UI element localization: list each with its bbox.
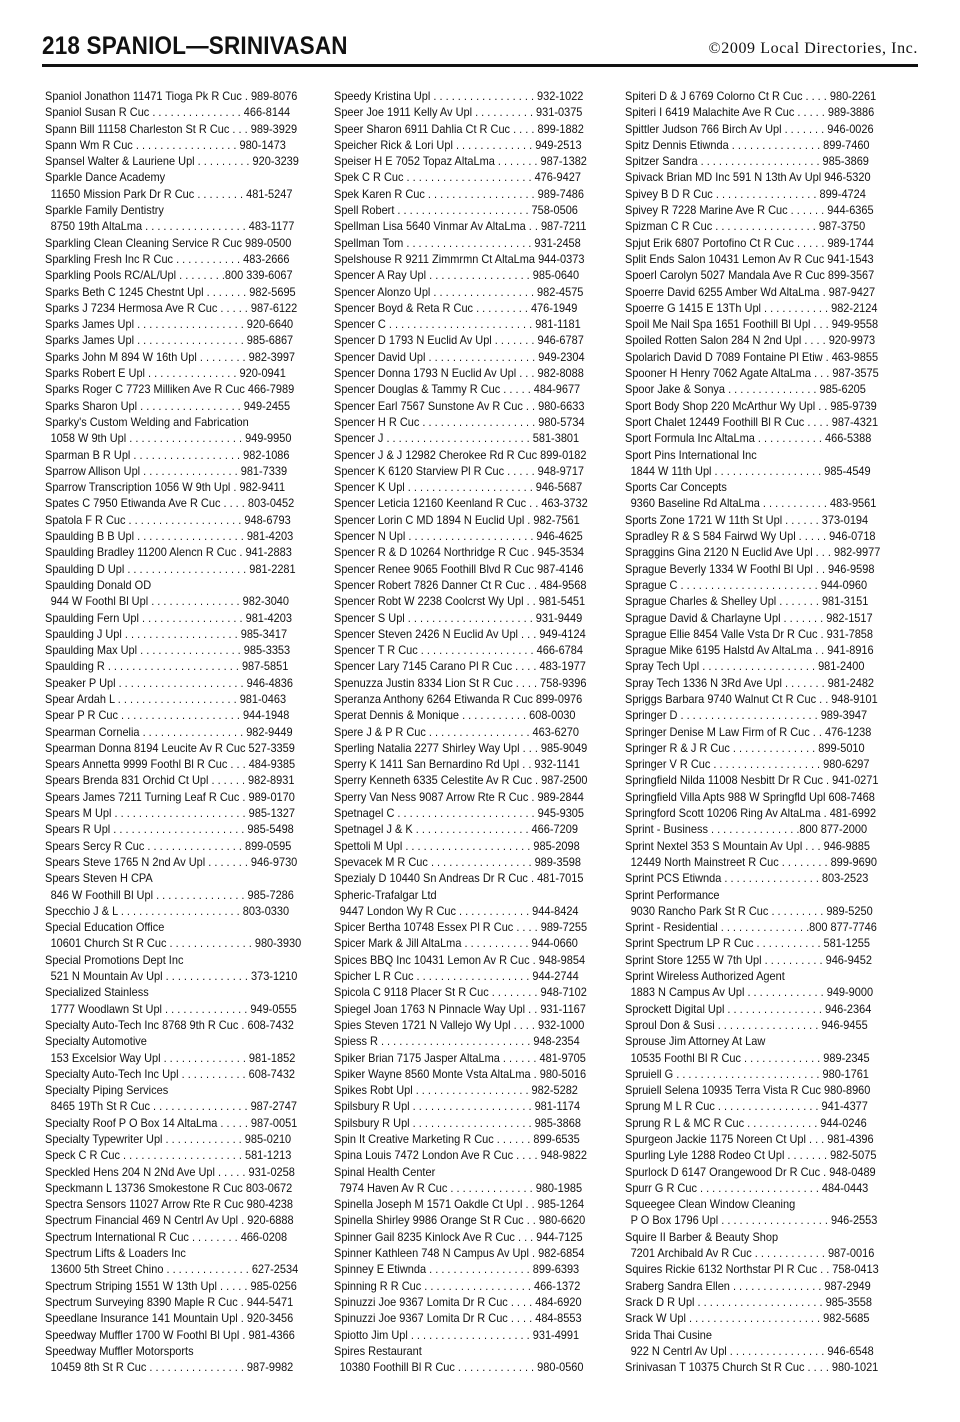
listing-entry: Spurlock D 6147 Orangewood Dr R Cuc . 948-0489 bbox=[625, 1164, 876, 1179]
listing-address-line: 10459 8th St R Cuc . . . . . . . . . . . . . . . . 987-9982 bbox=[50, 1360, 294, 1375]
listing-entry: Sport Formula Inc AltaLma . . . . . . . . . . . 466-5388 bbox=[625, 431, 872, 446]
listing-entry: Spoerre G 1415 E 13Th Upl . . . . . . . . . . . 982-2124 bbox=[625, 300, 878, 315]
listing-entry: Sparkling Fresh Inc R Cuc . . . . . . . . . . . 483-2666 bbox=[45, 251, 290, 266]
listing-address-line: 846 W Foothill Bl Upl . . . . . . . . . . . . . . . 985-7286 bbox=[50, 887, 294, 902]
listing-address-line: 9360 Baseline Rd AltaLma . . . . . . . . . . . 483-9561 bbox=[630, 496, 877, 511]
listing-entry: Squires Rickie 6132 Northstar Pl R Cuc . . 758-0413 bbox=[625, 1262, 879, 1277]
listing-entry: Spencer R & D 10264 Northridge R Cuc . 945-3534 bbox=[334, 545, 585, 560]
listing-entry: Spoil Me Nail Spa 1651 Foothill Bl Upl . . . 949-9558 bbox=[625, 317, 879, 332]
listing-entry: Spectrum Lifts & Loaders Inc bbox=[45, 1246, 186, 1261]
listing-entry: Springer R & J R Cuc . . . . . . . . . . . . . . 899-5010 bbox=[625, 740, 865, 755]
listing-entry: Sparrow Allison Upl . . . . . . . . . . . . . . . . 981-7339 bbox=[45, 463, 288, 478]
listing-entry: Spek C R Cuc . . . . . . . . . . . . . . . . . . . . . 476-9427 bbox=[334, 170, 581, 185]
listing-entry: Split Ends Salon 10431 Lemon Av R Cuc 941-1543 bbox=[625, 251, 874, 266]
listing-entry: Specialty Automotive bbox=[45, 1034, 147, 1049]
listing-entry: Srack W Upl . . . . . . . . . . . . . . . . . . . . . . 982-5685 bbox=[625, 1311, 870, 1326]
listing-entry: Spaulding Bradley 11200 Alencn R Cuc . 941-2883 bbox=[45, 545, 292, 560]
listing-address-line: 13600 5th Street Chino . . . . . . . . . . . . . . 627-2534 bbox=[50, 1262, 299, 1277]
listing-entry: Spilsbury R Upl . . . . . . . . . . . . . . . . . . . . 981-1174 bbox=[334, 1099, 581, 1114]
listing-entry: Sparks James Upl . . . . . . . . . . . . . . . . . . 985-6867 bbox=[45, 333, 294, 348]
listing-entry: Spencer T R Cuc . . . . . . . . . . . . . . . . . . . 466-6784 bbox=[334, 643, 583, 658]
listing-entry: Spaulding R . . . . . . . . . . . . . . . . . . . . . . 987-5851 bbox=[45, 659, 289, 674]
listing-entry: Spears R Upl . . . . . . . . . . . . . . . . . . . . . . 985-5498 bbox=[45, 822, 294, 837]
listing-entry: Specialty Auto-Tech Inc Upl . . . . . . . . . . . 608-7432 bbox=[45, 1066, 296, 1081]
listing-address-line: 1883 N Campus Av Upl . . . . . . . . . . . . . 949-9000 bbox=[630, 985, 874, 1000]
listing-entry: Spaniol Jonathon 11471 Tioga Pk R Cuc . 989-8076 bbox=[45, 89, 298, 103]
listing-entry: Spitz Dennis Etiwnda . . . . . . . . . . . . . . . 899-7460 bbox=[625, 137, 870, 152]
listing-entry: Squire II Barber & Beauty Shop bbox=[625, 1229, 779, 1244]
listing-entry: Spencer K 6120 Starview Pl R Cuc . . . . . 948-9717 bbox=[334, 463, 585, 478]
listing-entry: Spraggins Gina 2120 N Euclid Ave Upl . . . 982-9977 bbox=[625, 545, 881, 560]
listing-entry: Sparkling Pools RC/AL/Upl . . . . . . . .800 339-6067 bbox=[45, 268, 293, 283]
listing-entry: Sraberg Sandra Ellen . . . . . . . . . . . . . . . 987-2949 bbox=[625, 1278, 871, 1293]
listing-entry: Sport Body Shop 220 McArthur Wy Upl . . 985-9739 bbox=[625, 398, 877, 413]
listing-address-line: 12449 North Mainstreet R Cuc . . . . . . . . 899-9690 bbox=[630, 854, 877, 869]
listing-entry: Sparks J 7234 Hermosa Ave R Cuc . . . . . 987-6122 bbox=[45, 300, 298, 315]
listing-address-line: 7201 Archibald Av R Cuc . . . . . . . . . . . . 987-0016 bbox=[630, 1246, 875, 1261]
listing-entry: Spaulding Fern Upl . . . . . . . . . . . . . . . . . 981-4203 bbox=[45, 610, 292, 625]
listing-entry: Srida Thai Cusine bbox=[625, 1327, 713, 1342]
listing-entry: Springfield Nilda 11008 Nesbitt Dr R Cuc . 941-0271 bbox=[625, 773, 879, 788]
listing-entry: Spaulding J Upl . . . . . . . . . . . . . . . . . . . 985-3417 bbox=[45, 626, 288, 641]
listing-entry: Spencer S Upl . . . . . . . . . . . . . . . . . . . . . 931-9449 bbox=[334, 610, 583, 625]
listing-entry: Spriggs Barbara 9740 Walnut Ct R Cuc . . 948-9101 bbox=[625, 691, 878, 706]
listing-entry: Spectra Sensors 11027 Arrow Rte R Cuc 980-4238 bbox=[45, 1197, 294, 1212]
listing-entry: Spelshouse R 9211 Zimmrmn Ct AltaLma 944-0373 bbox=[334, 251, 585, 266]
listing-entry: Spurgeon Jackie 1175 Noreen Ct Upl . . . 981-4396 bbox=[625, 1132, 874, 1146]
listing-entry: Spaulding Max Upl . . . . . . . . . . . . . . . . . 985-3353 bbox=[45, 643, 291, 658]
listing-entry: Spears Annetta 9999 Foothl Bl R Cuc . . . 484-9385 bbox=[45, 757, 296, 772]
listing-entry: Spiegel Joan 1763 N Pinnacle Way Upl . . 931-1167 bbox=[334, 1001, 586, 1016]
listing-entry: Special Education Office bbox=[45, 920, 165, 935]
listing-entry: Spiker Brian 7175 Jasper AltaLma . . . . . . 481-9705 bbox=[334, 1050, 586, 1065]
listing-entry: Spices BBQ Inc 10431 Lemon Av R Cuc . 948-9854 bbox=[334, 952, 586, 967]
listing-entry: Sprung M L R Cuc . . . . . . . . . . . . . . . . . 941-4377 bbox=[625, 1099, 868, 1114]
listing-entry: Spetnagel J & K . . . . . . . . . . . . . . . . . . . 466-7209 bbox=[334, 822, 578, 837]
listing-entry: Spettoli M Upl . . . . . . . . . . . . . . . . . . . . . 985-2098 bbox=[334, 838, 580, 853]
listing-entry: Spencer Boyd & Reta R Cuc . . . . . . . . . 476-1949 bbox=[334, 300, 578, 315]
listing-entry: Spectrum Surveying 8390 Maple R Cuc . 944-5471 bbox=[45, 1294, 294, 1309]
listing-address-line: 10535 Foothl Bl R Cuc . . . . . . . . . . . . . 989-2345 bbox=[630, 1050, 870, 1065]
listing-entry: Spinella Joseph M 1571 Oakdle Ct Upl . . 985-1264 bbox=[334, 1197, 585, 1212]
listing-entry: Sport Chalet 12449 Foothill Bl R Cuc . . . . 987-4321 bbox=[625, 414, 879, 429]
listing-entry: Sparks Roger C 7723 Milliken Ave R Cuc 466-7989 bbox=[45, 382, 295, 397]
listing-entry: Spencer D 1793 N Euclid Av Upl . . . . . . . 946-6787 bbox=[334, 333, 584, 348]
listing-column-3 bbox=[625, 88, 899, 1375]
listing-entry: Speranza Anthony 6264 Etiwanda R Cuc 899-0976 bbox=[334, 691, 583, 706]
listing-entry: Spear Ardah L . . . . . . . . . . . . . . . . . . . . 981-0463 bbox=[45, 691, 287, 706]
listing-entry: Spann Bill 11158 Charleston St R Cuc . . . 989-3929 bbox=[45, 121, 298, 136]
listing-entry: Special Promotions Dept Inc bbox=[45, 952, 184, 967]
header-rule bbox=[42, 64, 918, 67]
listing-entry: Spiess R . . . . . . . . . . . . . . . . . . . . . . . . . 948-2354 bbox=[334, 1034, 580, 1049]
listing-entry: Spicer Bertha 10748 Essex Pl R Cuc . . . . 989-7255 bbox=[334, 920, 588, 935]
listing-entry: Sperry Kenneth 6335 Celestite Av R Cuc . 987-2500 bbox=[334, 773, 588, 788]
listing-entry: Sports Car Concepts bbox=[625, 480, 727, 495]
listing-entry: Spears Steve 1765 N 2nd Av Upl . . . . . . . 946-9730 bbox=[45, 854, 298, 869]
listing-entry: Sprague David & Charlayne Upl . . . . . . . 982-1517 bbox=[625, 610, 873, 625]
listing-entry: Specialty Typewriter Upl . . . . . . . . . . . . . 985-0210 bbox=[45, 1132, 292, 1146]
listing-entry: Speicher Rick & Lori Upl . . . . . . . . . . . . . 949-2513 bbox=[334, 137, 582, 152]
listing-entry: Spears Brenda 831 Orchid Ct Upl . . . . . . 982-8931 bbox=[45, 773, 295, 788]
listing-entry: Spradley R & S 584 Fairwd Wy Upl . . . . . 946-0718 bbox=[625, 529, 876, 544]
listing-entry: Spates C 7950 Etiwanda Ave R Cuc . . . . 803-0452 bbox=[45, 496, 295, 511]
listing-entry: Spoor Jake & Sonya . . . . . . . . . . . . . . . 985-6205 bbox=[625, 382, 866, 397]
listing-entry: Spencer Robt W 2238 Coolcrst Wy Upl . . 981-5451 bbox=[334, 594, 586, 609]
listing-entry: Spaulding Donald OD bbox=[45, 577, 152, 592]
listing-entry: Sprint - Residential . . . . . . . . . . . . . . .800 877-7746 bbox=[625, 920, 877, 935]
listing-entry: Speaker P Upl . . . . . . . . . . . . . . . . . . . . . 946-4836 bbox=[45, 675, 293, 690]
listing-entry: Spooner H Henry 7062 Agate AltaLma . . . 987-3575 bbox=[625, 366, 879, 381]
listing-entry: Sparks James Upl . . . . . . . . . . . . . . . . . . 920-6640 bbox=[45, 317, 294, 332]
listing-address-line: 11650 Mission Park Dr R Cuc . . . . . . . . 481-5247 bbox=[50, 186, 293, 201]
listing-entry: Sparman B R Upl . . . . . . . . . . . . . . . . . . 982-1086 bbox=[45, 447, 290, 462]
listing-entry: Spiotto Jim Upl . . . . . . . . . . . . . . . . . . . . 931-4991 bbox=[334, 1327, 580, 1342]
listing-entry: Sprague Mike 6195 Halstd Av AltaLma . . 941-8916 bbox=[625, 643, 874, 658]
listing-entry: Sprague Beverly 1334 W Foothl Bl Upl . . 946-9598 bbox=[625, 561, 875, 576]
listing-address-line: 944 W Foothl Bl Upl . . . . . . . . . . . . . . . 982-3040 bbox=[50, 594, 290, 609]
listing-address-line: P O Box 1796 Upl . . . . . . . . . . . . . . . . . . 946-2553 bbox=[630, 1213, 878, 1228]
listing-entry: Spitzer Sandra . . . . . . . . . . . . . . . . . . . . 985-3869 bbox=[625, 154, 869, 169]
copyright-notice: ©2009 Local Directories, Inc. bbox=[708, 40, 918, 57]
listing-entry: Spaulding D Upl . . . . . . . . . . . . . . . . . . . . 981-2281 bbox=[45, 561, 296, 576]
listing-address-line: 521 N Mountain Av Upl . . . . . . . . . . . . . . 373-1210 bbox=[50, 969, 298, 984]
listing-entry: Spansel Walter & Lauriene Upl . . . . . . . . . 920-3239 bbox=[45, 154, 299, 169]
listing-address-line: 8750 19th AltaLma . . . . . . . . . . . . . . . . . 483-1177 bbox=[50, 219, 295, 234]
listing-entry: Sparkling Clean Cleaning Service R Cuc 989-0500 bbox=[45, 235, 292, 250]
listing-entry: Spencer Steven 2426 N Euclid Av Upl . . . 949-4124 bbox=[334, 626, 586, 641]
listing-entry: Spenuzza Justin 8334 Lion St R Cuc . . . . 758-9396 bbox=[334, 675, 587, 690]
listing-entry: Sprague Ellie 8454 Valle Vsta Dr R Cuc . 931-7858 bbox=[625, 626, 874, 641]
listing-entry: Spiker Wayne 8560 Monte Vsta AltaLma . 980-5016 bbox=[334, 1066, 587, 1081]
listing-entry: Spearman Donna 8194 Leucite Av R Cuc 527-3359 bbox=[45, 740, 295, 755]
listing-entry: Spizman C R Cuc . . . . . . . . . . . . . . . . . 987-3750 bbox=[625, 219, 866, 234]
listing-entry: Srack D R Upl . . . . . . . . . . . . . . . . . . . . . 985-3558 bbox=[625, 1294, 872, 1309]
listing-entry: Spearman Cornelia . . . . . . . . . . . . . . . . . 982-9449 bbox=[45, 724, 293, 739]
listing-address-line: 1058 W 9th Upl . . . . . . . . . . . . . . . . . . . 949-9950 bbox=[50, 431, 292, 446]
listing-entry: Sprint Wireless Authorized Agent bbox=[625, 969, 785, 984]
listing-entry: Spivey R 7228 Marine Ave R Cuc . . . . . . 944-6365 bbox=[625, 203, 874, 218]
listing-entry: Sparkle Dance Academy bbox=[45, 170, 166, 185]
listing-entry: Spolarich David D 7089 Fontaine Pl Etiw . 463-9855 bbox=[625, 349, 879, 364]
listing-entry: Spectrum Striping 1551 W 13th Upl . . . . . 985-0256 bbox=[45, 1278, 297, 1293]
listing-address-line: 9447 London Wy R Cuc . . . . . . . . . . . . 944-8424 bbox=[339, 903, 579, 918]
listing-entry: Spruiell G . . . . . . . . . . . . . . . . . . . . . . . . 980-1761 bbox=[625, 1066, 869, 1081]
listing-column-1 bbox=[45, 88, 319, 1375]
listing-entry: Spencer Earl 7567 Sunstone Av R Cuc . . 980-6633 bbox=[334, 398, 585, 413]
listing-entry: Speedlane Insurance 141 Mountain Upl . 920-3456 bbox=[45, 1311, 294, 1326]
listing-entry: Sparks Beth C 1245 Chestnt Upl . . . . . . . 982-5695 bbox=[45, 284, 296, 299]
listing-entry: Spaulding B B Upl . . . . . . . . . . . . . . . . . . 981-4203 bbox=[45, 529, 294, 544]
listing-entry: Speer Joe 1911 Kelly Av Upl . . . . . . . . . . 931-0375 bbox=[334, 105, 583, 120]
listing-entry: Spencer David Upl . . . . . . . . . . . . . . . . . . 949-2304 bbox=[334, 349, 585, 364]
name-range: SPANIOL—SRINIVASAN bbox=[86, 32, 348, 60]
listing-entry: Specialty Auto-Tech Inc 8768 9th R Cuc . 608-7432 bbox=[45, 1017, 294, 1032]
listing-entry: Spencer H R Cuc . . . . . . . . . . . . . . . . . . . 980-5734 bbox=[334, 414, 585, 429]
listing-entry: Spears James 7211 Turning Leaf R Cuc . 989-0170 bbox=[45, 789, 295, 804]
listing-address-line: 10380 Foothill Bl R Cuc . . . . . . . . . . . . . 980-0560 bbox=[339, 1360, 584, 1375]
listing-entry: Spurr G R Cuc . . . . . . . . . . . . . . . . . . . . 484-0443 bbox=[625, 1180, 869, 1195]
listing-entry: Spellman Tom . . . . . . . . . . . . . . . . . . . . . 931-2458 bbox=[334, 235, 581, 250]
listing-entry: Spencer J . . . . . . . . . . . . . . . . . . . . . . . . 581-3801 bbox=[334, 431, 580, 446]
listing-entry: Spinuzzi Joe 9367 Lomita Dr R Cuc . . . . 484-8553 bbox=[334, 1311, 582, 1326]
listing-entry: Spina Louis 7472 London Ave R Cuc . . . . 948-9822 bbox=[334, 1148, 587, 1163]
listing-entry: Speedway Muffler Motorsports bbox=[45, 1343, 194, 1358]
listing-address-line: 1844 W 11th Upl . . . . . . . . . . . . . . . . . . 985-4549 bbox=[630, 463, 871, 478]
listing-entry: Spires Restaurant bbox=[334, 1343, 422, 1358]
listing-entry: Spinner Kathleen 748 N Campus Av Upl . 982-6854 bbox=[334, 1246, 585, 1261]
listing-entry: Spetnagel C . . . . . . . . . . . . . . . . . . . . . . . 945-9305 bbox=[334, 806, 585, 821]
listing-entry: Specchio J & L . . . . . . . . . . . . . . . . . . . . 803-0330 bbox=[45, 903, 290, 918]
listing-entry: Spilsbury R Upl . . . . . . . . . . . . . . . . . . . . 985-3868 bbox=[334, 1115, 581, 1130]
listing-entry: Spencer J & J 12982 Cherokee Rd R Cuc 899-0182 bbox=[334, 447, 587, 462]
page-number: 218 bbox=[42, 32, 81, 60]
listing-entry: Spittler Judson 766 Birch Av Upl . . . . . . . 946-0026 bbox=[625, 121, 874, 136]
listing-entry: Spies Steven 1721 N Vallejo Wy Upl . . . . 932-1000 bbox=[334, 1017, 585, 1032]
listing-entry: Spicer Mark & Jill AltaLma . . . . . . . . . . . 944-0660 bbox=[334, 936, 578, 951]
listing-entry: Speiser H E 7052 Topaz AltaLma . . . . . . . 987-1382 bbox=[334, 154, 587, 169]
listing-entry: Sperry Van Ness 9087 Arrow Rte R Cuc . 989-2844 bbox=[334, 789, 584, 804]
listing-entry: Sprint - Business . . . . . . . . . . . . . . .800 877-2000 bbox=[625, 822, 868, 837]
listing-entry: Spaniol Susan R Cuc . . . . . . . . . . . . . . . 466-8144 bbox=[45, 105, 291, 120]
listing-entry: Speckled Hens 204 N 2Nd Ave Upl . . . . . 931-0258 bbox=[45, 1164, 295, 1179]
listing-entry: Speckmann L 13736 Smokestone R Cuc 803-0672 bbox=[45, 1180, 293, 1195]
listing-entry: Spray Tech 1336 N 3Rd Ave Upl . . . . . . . 981-2482 bbox=[625, 675, 875, 690]
listing-entry: Springfield Villa Apts 988 W Springfld Upl 608-7468 bbox=[625, 789, 875, 804]
listing-entry: Sprint Store 1255 W 7th Upl . . . . . . . . . . 946-9452 bbox=[625, 952, 872, 967]
listing-entry: Spencer Robert 7826 Danner Ct R Cuc . . 484-9568 bbox=[334, 577, 587, 592]
listing-address-line: 922 N Centrl Av Upl . . . . . . . . . . . . . . . . 946-6548 bbox=[630, 1343, 874, 1358]
listing-entry: Spivey B D R Cuc . . . . . . . . . . . . . . . . . 899-4724 bbox=[625, 186, 866, 201]
page-title bbox=[42, 32, 348, 61]
listing-entry: Sparkle Family Dentistry bbox=[45, 203, 164, 218]
listing-entry: Sport Pins International Inc bbox=[625, 447, 757, 462]
listing-entry: Spivack Brian MD Inc 591 N 13th Av Upl 946-5320 bbox=[625, 170, 871, 185]
listing-entry: Specialty Roof P O Box 14 AltaLma . . . . . 987-0051 bbox=[45, 1115, 298, 1130]
listing-entry: Spencer Alonzo Upl . . . . . . . . . . . . . . . . . 982-4575 bbox=[334, 284, 584, 299]
listing-entry: Spikes Robt Upl . . . . . . . . . . . . . . . . . . . 982-5282 bbox=[334, 1083, 578, 1098]
listing-address-line: 1777 Woodlawn St Upl . . . . . . . . . . . . . . 949-0555 bbox=[50, 1001, 297, 1016]
listing-address-line: 153 Excelsior Way Upl . . . . . . . . . . . . . . 981-1852 bbox=[50, 1050, 296, 1065]
listing-entry: Spann Wm R Cuc . . . . . . . . . . . . . . . . . 980-1473 bbox=[45, 137, 286, 152]
listing-entry: Spencer C . . . . . . . . . . . . . . . . . . . . . . . . 981-1181 bbox=[334, 317, 581, 332]
listing-entry: Sprockett Digital Upl . . . . . . . . . . . . . . . . 946-2364 bbox=[625, 1001, 872, 1016]
listing-column-2 bbox=[334, 88, 608, 1375]
listing-entry: Spurling Lyle 1288 Rodeo Ct Upl . . . . . . . 982-5075 bbox=[625, 1148, 877, 1163]
listing-entry: Spears Steven H CPA bbox=[45, 871, 153, 886]
listing-entry: Spoiled Rotten Salon 284 N 2nd Upl . . . . 920-9973 bbox=[625, 333, 876, 348]
listing-entry: Speedway Muffler 1700 W Foothl Bl Upl . 981-4366 bbox=[45, 1327, 295, 1342]
listing-entry: Spiteri D & J 6769 Colorno Ct R Cuc . . . . 980-2261 bbox=[625, 89, 877, 103]
page-header bbox=[42, 32, 918, 62]
listing-address-line: 7974 Haven Av R Cuc . . . . . . . . . . . . . . 980-1985 bbox=[339, 1180, 583, 1195]
listing-entry: Spinning R R Cuc . . . . . . . . . . . . . . . . . . 466-1372 bbox=[334, 1278, 581, 1293]
listing-entry: Spears Sercy R Cuc . . . . . . . . . . . . . . . . 899-0595 bbox=[45, 838, 292, 853]
listing-entry: Spjut Erik 6807 Portofino Ct R Cuc . . . . . 989-1744 bbox=[625, 235, 874, 250]
listing-entry: Speedy Kristina Upl . . . . . . . . . . . . . . . . . 932-1022 bbox=[334, 89, 584, 103]
listing-entry: Spere J & P R Cuc . . . . . . . . . . . . . . . . . 463-6270 bbox=[334, 724, 579, 739]
listing-entry: Specialty Piping Services bbox=[45, 1083, 169, 1098]
listing-entry: Sperry K 1411 San Bernardino Rd Upl . . 932-1141 bbox=[334, 757, 580, 772]
listing-entry: Spencer N Upl . . . . . . . . . . . . . . . . . . . . . 946-4625 bbox=[334, 529, 583, 544]
listing-entry: Sprint Nextel 353 S Mountain Av Upl . . . 946-9885 bbox=[625, 838, 870, 853]
listing-entry: Spencer K Upl . . . . . . . . . . . . . . . . . . . . . 946-5687 bbox=[334, 480, 583, 495]
listing-entry: Spencer Renee 9065 Foothill Blvd R Cuc 987-4146 bbox=[334, 561, 584, 576]
listing-entry: Spencer Donna 1793 N Euclid Av Upl . . . 982-8088 bbox=[334, 366, 584, 381]
listing-entry: Sproul Don & Susi . . . . . . . . . . . . . . . . . 946-9455 bbox=[625, 1017, 868, 1032]
listing-address-line: 9030 Rancho Park St R Cuc . . . . . . . . . 989-5250 bbox=[630, 903, 873, 918]
listing-entry: Sprint Performance bbox=[625, 887, 720, 902]
listing-entry: Sprint PCS Etiwnda . . . . . . . . . . . . . . . . 803-2523 bbox=[625, 871, 869, 886]
listing-address-line: 8465 19Th St R Cuc . . . . . . . . . . . . . . . . 987-2747 bbox=[50, 1099, 297, 1114]
listing-entry: Spezialy D 10440 Sn Andreas Dr R Cuc . 481-7015 bbox=[334, 871, 584, 886]
listing-entry: Springer D . . . . . . . . . . . . . . . . . . . . . . . 989-3947 bbox=[625, 708, 868, 723]
listing-entry: Sparks Robert E Upl . . . . . . . . . . . . . . . 920-0941 bbox=[45, 366, 286, 381]
listing-entry: Spinuzzi Joe 9367 Lomita Dr R Cuc . . . . 484-6920 bbox=[334, 1294, 582, 1309]
listing-entry: Spoerl Carolyn 5027 Mandala Ave R Cuc 899-3567 bbox=[625, 268, 875, 283]
listing-entry: Sprint Spectrum LP R Cuc . . . . . . . . . . . 581-1255 bbox=[625, 936, 870, 951]
listing-entry: Sprague Charles & Shelley Upl . . . . . . . 981-3151 bbox=[625, 594, 869, 609]
listing-entry: Spectrum International R Cuc . . . . . . . . 466-0208 bbox=[45, 1229, 288, 1244]
listing-entry: Sprague C . . . . . . . . . . . . . . . . . . . . . . . 944-0960 bbox=[625, 577, 868, 592]
listing-entry: Srinivasan T 10375 Church St R Cuc . . . . 980-1021 bbox=[625, 1360, 879, 1375]
listing-entry: Spencer Lorin C MD 1894 N Euclid Upl . 982-7561 bbox=[334, 512, 580, 527]
listing-entry: Spin It Creative Marketing R Cuc . . . . . . 899-6535 bbox=[334, 1132, 580, 1146]
listing-entry: Spectrum Financial 469 N Centrl Av Upl . 920-6888 bbox=[45, 1213, 294, 1228]
listing-entry: Spheric-Trafalgar Ltd bbox=[334, 887, 437, 902]
listing-entry: Springer Denise M Law Firm of R Cuc . . 476-1238 bbox=[625, 724, 872, 739]
listing-entry: Sports Zone 1721 W 11th St Upl . . . . . . 373-0194 bbox=[625, 512, 869, 527]
listing-entry: Spencer Lary 7145 Carano Pl R Cuc . . . . 483-1977 bbox=[334, 659, 586, 674]
listing-entry: Springer V R Cuc . . . . . . . . . . . . . . . . . . 980-6297 bbox=[625, 757, 870, 772]
listing-entry: Spellman Lisa 5640 Vinmar Av AltaLma . . 987-7211 bbox=[334, 219, 587, 234]
listing-entry: Speer Sharon 6911 Dahlia Ct R Cuc . . . . 899-1882 bbox=[334, 121, 584, 136]
listing-entry: Spek Karen R Cuc . . . . . . . . . . . . . . . . . . 989-7486 bbox=[334, 186, 585, 201]
listing-entry: Spencer A Ray Upl . . . . . . . . . . . . . . . . . 985-0640 bbox=[334, 268, 580, 283]
listing-entry: Sprung R L & MC R Cuc . . . . . . . . . . . . 944-0246 bbox=[625, 1115, 867, 1130]
listing-entry: Spinner Gail 8235 Kinlock Ave R Cuc . . . 944-7125 bbox=[334, 1229, 583, 1244]
listing-entry: Sparrow Transcription 1056 W 9th Upl . 982-9411 bbox=[45, 480, 286, 495]
listing-entry: Spear P R Cuc . . . . . . . . . . . . . . . . . . . . 944-1948 bbox=[45, 708, 290, 723]
listing-entry: Spinal Health Center bbox=[334, 1164, 436, 1179]
listing-entry: Spevacek M R Cuc . . . . . . . . . . . . . . . . . 989-3598 bbox=[334, 854, 581, 869]
listing-entry: Sparks Sharon Upl . . . . . . . . . . . . . . . . . 949-2455 bbox=[45, 398, 291, 413]
listing-entry: Speck C R Cuc . . . . . . . . . . . . . . . . . . . . 581-1213 bbox=[45, 1148, 292, 1163]
listing-entry: Spruiell Selena 10935 Terra Vista R Cuc 980-8960 bbox=[625, 1083, 871, 1098]
listing-entry: Spinella Shirley 9986 Orange St R Cuc . . 980-6620 bbox=[334, 1213, 586, 1228]
listing-entry: Spell Robert . . . . . . . . . . . . . . . . . . . . . . 758-0506 bbox=[334, 203, 578, 218]
listing-entry: Spicher L R Cuc . . . . . . . . . . . . . . . . . . . 944-2744 bbox=[334, 969, 579, 984]
listing-entry: Sparky's Custom Welding and Fabrication bbox=[45, 414, 249, 429]
listing-entry: Spray Tech Upl . . . . . . . . . . . . . . . . . . . 981-2400 bbox=[625, 659, 865, 674]
listing-entry: Sperling Natalia 2277 Shirley Way Upl . . . 985-9049 bbox=[334, 740, 588, 755]
listing-address-line: 10601 Church St R Cuc . . . . . . . . . . . . . . 980-3930 bbox=[50, 936, 302, 951]
listing-entry: Sparks John M 894 W 16th Upl . . . . . . . . 982-3997 bbox=[45, 349, 296, 364]
listing-entry: Spencer Leticia 12160 Keenland R Cuc . . 463-3732 bbox=[334, 496, 588, 511]
listing-entry: Spoerre David 6255 Amber Wd AltaLma . 987-9427 bbox=[625, 284, 876, 299]
listing-entry: Spiteri I 6419 Malachite Ave R Cuc . . . . . 989-3886 bbox=[625, 105, 875, 120]
listing-entry: Spatola F R Cuc . . . . . . . . . . . . . . . . . . . 948-6793 bbox=[45, 512, 291, 527]
listing-entry: Spinney E Etiwnda . . . . . . . . . . . . . . . . . 899-6393 bbox=[334, 1262, 580, 1277]
listing-entry: Sprouse Jim Attorney At Law bbox=[625, 1034, 766, 1049]
listing-entry: Squeegee Clean Window Cleaning bbox=[625, 1197, 796, 1212]
listing-entry: Spears M Upl . . . . . . . . . . . . . . . . . . . . . . 985-1327 bbox=[45, 806, 295, 821]
listing-entry: Spencer Douglas & Tammy R Cuc . . . . . 484-9677 bbox=[334, 382, 581, 397]
listing-entry: Sperat Dennis & Monique . . . . . . . . . . . 608-0030 bbox=[334, 708, 576, 723]
listing-entry: Springford Scott 10206 Ring Av AltaLma . 481-6992 bbox=[625, 806, 877, 821]
listing-entry: Spicola C 9118 Placer St R Cuc . . . . . . . . 948-7102 bbox=[334, 985, 587, 1000]
listing-entry: Specialized Stainless bbox=[45, 985, 149, 1000]
